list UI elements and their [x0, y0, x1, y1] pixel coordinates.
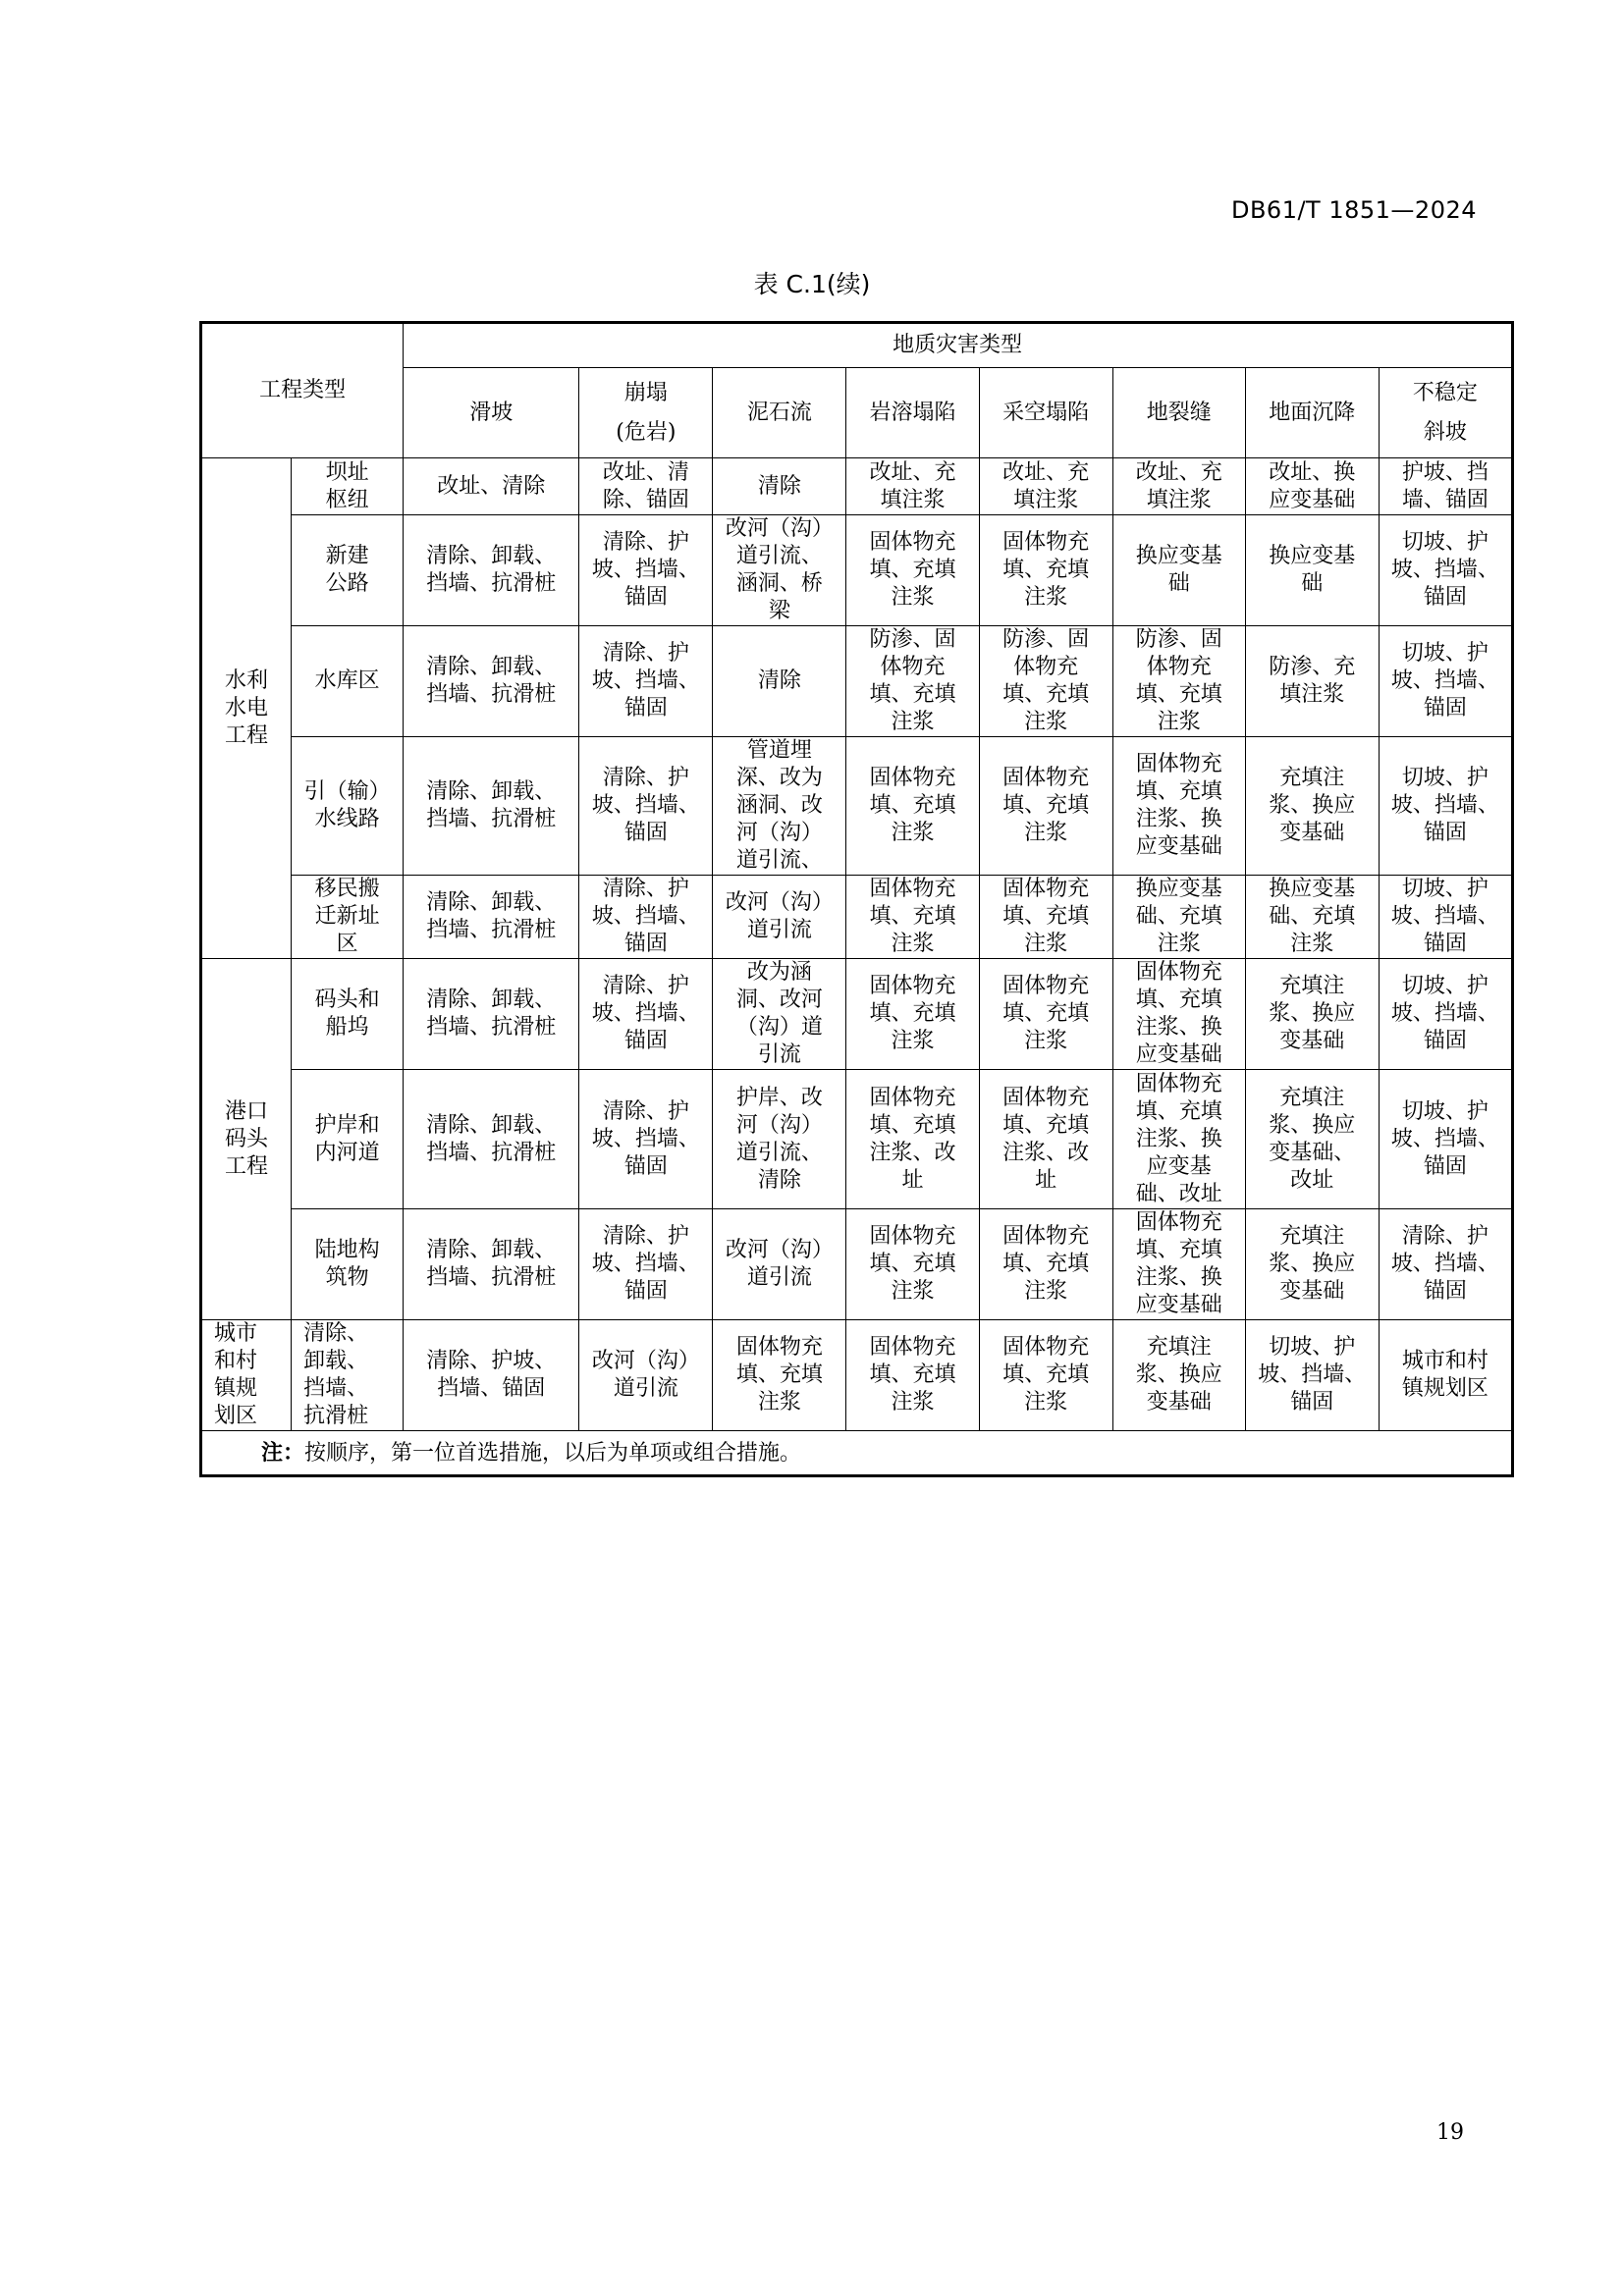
measure-cell: 切坡、护 坡、挡墙、 锚固	[1245, 1320, 1379, 1431]
measure-cell: 清除、护坡、 挡墙、锚固	[404, 1320, 579, 1431]
header-hazard: 不稳定 斜坡	[1379, 368, 1512, 458]
measure-cell: 改河（沟） 道引流	[579, 1320, 713, 1431]
measure-cell: 清除、护 坡、挡墙、 锚固	[1379, 1209, 1512, 1320]
measure-cell: 换应变基 础	[1245, 515, 1379, 626]
sub-project-cell: 码头和 船坞	[292, 959, 404, 1070]
measure-cell: 清除、卸载、 挡墙、抗滑桩	[404, 959, 579, 1070]
measure-cell: 固体物充 填、充填 注浆、改 址	[979, 1070, 1112, 1209]
measure-cell: 固体物充 填、充填 注浆	[979, 1209, 1112, 1320]
measure-cell: 改为涵 洞、改河 （沟）道 引流	[713, 959, 846, 1070]
note-row	[201, 1431, 1513, 1476]
measure-cell: 清除、护 坡、挡墙、 锚固	[579, 515, 713, 626]
sub-project-cell: 移民搬 迁新址 区	[292, 876, 404, 959]
measure-cell: 充填注 浆、换应 变基础、 改址	[1245, 1070, 1379, 1209]
measure-cell: 清除、护 坡、挡墙、 锚固	[579, 1070, 713, 1209]
measure-cell: 清除、护 坡、挡墙、 锚固	[579, 626, 713, 737]
sub-project-cell: 护岸和 内河道	[292, 1070, 404, 1209]
measure-cell: 护坡、挡 墙、锚固	[1379, 458, 1512, 515]
table-row	[201, 626, 1513, 737]
sub-project-cell: 清除、 卸载、 挡墙、 抗滑桩	[292, 1320, 404, 1431]
measure-cell: 固体物充 填、充填 注浆	[846, 876, 979, 959]
measure-cell: 改址、换 应变基础	[1245, 458, 1379, 515]
measure-cell: 清除、护 坡、挡墙、 锚固	[579, 1209, 713, 1320]
sub-project-cell: 坝址 枢纽	[292, 458, 404, 515]
measure-cell: 固体物充 填、充填 注浆	[979, 515, 1112, 626]
measure-cell: 城市和村 镇规划区	[1379, 1320, 1512, 1431]
measure-cell: 防渗、固 体物充 填、充填 注浆	[1112, 626, 1245, 737]
measure-cell: 切坡、护 坡、挡墙、 锚固	[1379, 959, 1512, 1070]
note-text: 按顺序，第一位首选措施，以后为单项或组合措施。	[304, 1440, 802, 1466]
measure-cell: 清除	[713, 626, 846, 737]
measure-cell: 固体物充 填、充填 注浆	[979, 1320, 1112, 1431]
measure-cell: 护岸、改 河（沟） 道引流、 清除	[713, 1070, 846, 1209]
measure-cell: 固体物充 填、充填 注浆	[846, 515, 979, 626]
measure-cell: 固体物充 填、充填 注浆、换 应变基础	[1112, 737, 1245, 876]
table-row	[201, 458, 1513, 515]
measure-cell: 清除、卸载、 挡墙、抗滑桩	[404, 737, 579, 876]
measure-cell: 清除、卸载、 挡墙、抗滑桩	[404, 515, 579, 626]
measure-cell: 清除、卸载、 挡墙、抗滑桩	[404, 876, 579, 959]
table-body	[201, 323, 1513, 1476]
header-project-type: 工程类型	[201, 323, 404, 458]
measure-cell: 清除	[713, 458, 846, 515]
measure-cell: 切坡、护 坡、挡墙、 锚固	[1379, 626, 1512, 737]
measure-cell: 固体物充 填、充填 注浆、换 应变基础	[1112, 959, 1245, 1070]
measure-cell: 清除、护 坡、挡墙、 锚固	[579, 737, 713, 876]
measure-cell: 换应变基 础、充填 注浆	[1112, 876, 1245, 959]
measure-cell: 固体物充 填、充填 注浆、换 应变基础	[1112, 1209, 1245, 1320]
header-hazard: 地裂缝	[1112, 368, 1245, 458]
measure-cell: 固体物充 填、充填 注浆	[979, 737, 1112, 876]
measure-cell: 改址、清 除、锚固	[579, 458, 713, 515]
measure-cell: 清除、护 坡、挡墙、 锚固	[579, 876, 713, 959]
sub-project-cell: 新建 公路	[292, 515, 404, 626]
table-row	[201, 515, 1513, 626]
measure-cell: 改河（沟） 道引流、 涵洞、桥 梁	[713, 515, 846, 626]
group-name-cell: 城市 和村 镇规 划区	[201, 1320, 292, 1431]
measure-cell: 管道埋 深、改为 涵洞、改 河（沟） 道引流、	[713, 737, 846, 876]
header-hazard-type: 地质灾害类型	[404, 323, 1513, 368]
document-code: DB61/T 1851—2024	[1230, 196, 1477, 224]
measures-table	[199, 321, 1514, 1477]
table-row	[201, 876, 1513, 959]
measure-cell: 固体物充 填、充填 注浆	[846, 959, 979, 1070]
measure-cell: 切坡、护 坡、挡墙、 锚固	[1379, 1070, 1512, 1209]
table-note	[201, 1431, 1513, 1476]
measure-cell: 清除、护 坡、挡墙、 锚固	[579, 959, 713, 1070]
measure-cell: 固体物充 填、充填 注浆	[846, 1209, 979, 1320]
header-row-1	[201, 323, 1513, 368]
measure-cell: 改河（沟） 道引流	[713, 876, 846, 959]
header-hazard: 滑坡	[404, 368, 579, 458]
header-hazard: 崩塌 (危岩)	[579, 368, 713, 458]
measure-cell: 固体物充 填、充填 注浆	[713, 1320, 846, 1431]
page-number: 19	[1436, 2120, 1464, 2145]
measure-cell: 换应变基 础、充填 注浆	[1245, 876, 1379, 959]
group-name-cell: 水利 水电 工程	[201, 458, 292, 959]
measure-cell: 改址、清除	[404, 458, 579, 515]
measure-cell: 切坡、护 坡、挡墙、 锚固	[1379, 515, 1512, 626]
group-name-cell: 港口 码头 工程	[201, 959, 292, 1320]
measure-cell: 防渗、固 体物充 填、充填 注浆	[846, 626, 979, 737]
measure-cell: 换应变基 础	[1112, 515, 1245, 626]
measure-cell: 清除、卸载、 挡墙、抗滑桩	[404, 1209, 579, 1320]
measure-cell: 固体物充 填、充填 注浆	[846, 737, 979, 876]
measure-cell: 防渗、充 填注浆	[1245, 626, 1379, 737]
measure-cell: 清除、卸载、 挡墙、抗滑桩	[404, 1070, 579, 1209]
header-hazard: 泥石流	[713, 368, 846, 458]
header-hazard: 地面沉降	[1245, 368, 1379, 458]
header-hazard: 岩溶塌陷	[846, 368, 979, 458]
measure-cell: 防渗、固 体物充 填、充填 注浆	[979, 626, 1112, 737]
measure-cell: 充填注 浆、换应 变基础	[1112, 1320, 1245, 1431]
measure-cell: 固体物充 填、充填 注浆、改 址	[846, 1070, 979, 1209]
measure-cell: 充填注 浆、换应 变基础	[1245, 1209, 1379, 1320]
measure-cell: 改址、充 填注浆	[846, 458, 979, 515]
table-row	[201, 1070, 1513, 1209]
table-row	[201, 1209, 1513, 1320]
measure-cell: 改河（沟） 道引流	[713, 1209, 846, 1320]
table-row	[201, 1320, 1513, 1431]
measure-cell: 切坡、护 坡、挡墙、 锚固	[1379, 737, 1512, 876]
measure-cell: 固体物充 填、充填 注浆、换 应变基 础、改址	[1112, 1070, 1245, 1209]
measure-cell: 清除、卸载、 挡墙、抗滑桩	[404, 626, 579, 737]
measure-cell: 改址、充 填注浆	[1112, 458, 1245, 515]
table-row	[201, 959, 1513, 1070]
measure-cell: 充填注 浆、换应 变基础	[1245, 959, 1379, 1070]
measure-cell: 固体物充 填、充填 注浆	[979, 959, 1112, 1070]
sub-project-cell: 引（输） 水线路	[292, 737, 404, 876]
table-caption: 表 C.1(续)	[753, 270, 871, 298]
measure-cell: 切坡、护 坡、挡墙、 锚固	[1379, 876, 1512, 959]
sub-project-cell: 陆地构 筑物	[292, 1209, 404, 1320]
sub-project-cell: 水库区	[292, 626, 404, 737]
measure-cell: 改址、充 填注浆	[979, 458, 1112, 515]
header-hazard: 采空塌陷	[979, 368, 1112, 458]
measure-cell: 固体物充 填、充填 注浆	[846, 1320, 979, 1431]
measure-cell: 固体物充 填、充填 注浆	[979, 876, 1112, 959]
table-row	[201, 737, 1513, 876]
note-label: 注：	[261, 1439, 305, 1466]
measure-cell: 充填注 浆、换应 变基础	[1245, 737, 1379, 876]
